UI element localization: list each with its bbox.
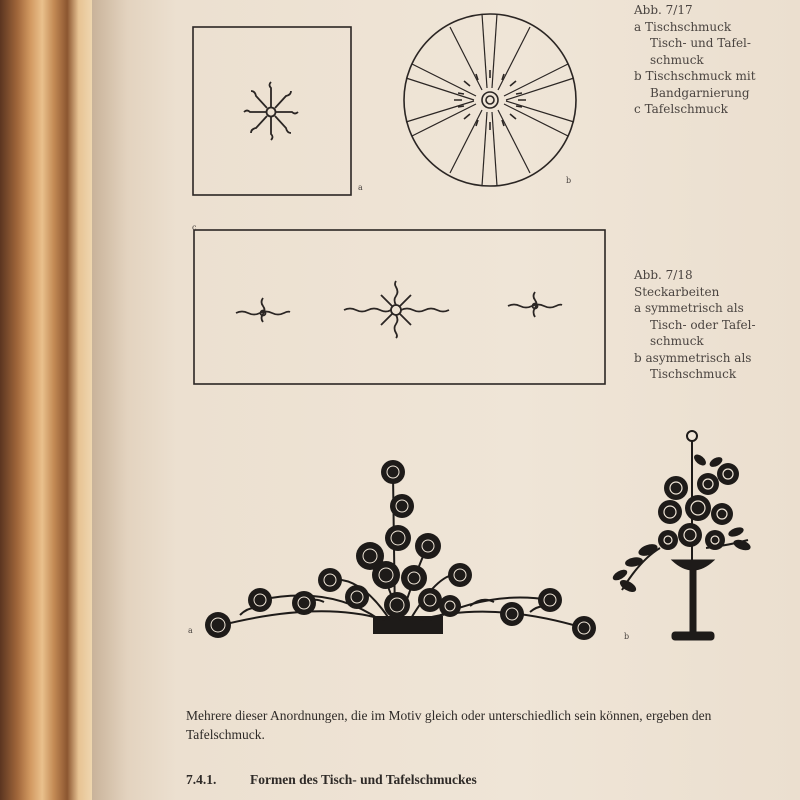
caption-line: Tisch- oder Tafel- [650,317,756,332]
square-table-outline [193,27,351,195]
long-table-arrangement-right [508,292,562,317]
caption-line: Tisch- und Tafel- [650,36,751,50]
figure-label-a: a [358,183,363,192]
round-center-arrangement [454,70,526,130]
caption-line: b asymmetrisch als [634,350,752,365]
figure-label-b: b [566,176,572,185]
long-table-arrangement-left [236,298,290,322]
section-heading [186,772,477,788]
caption-line: Bandgarnierung [650,85,750,100]
figure-caption [634,267,756,383]
caption-line: a Tischschmuck [634,19,732,34]
figure-number: Abb. 7/18 [634,268,693,282]
figure-label-a: a [188,626,193,635]
symmetric-flower-arrangement [205,460,596,640]
caption-line: Tischschmuck [650,367,737,381]
section-number: 7.4.1. [186,772,217,787]
long-table-arrangement-center [344,281,449,338]
caption-line: schmuck [650,334,704,348]
figure-subtitle: Steckarbeiten [634,284,720,299]
figure-caption [634,2,756,118]
figure-label-c: c [192,223,197,232]
caption-line: schmuck [650,52,704,67]
section-title: Formen des Tisch- und Tafelschmuckes [250,772,477,787]
star-arrangement-small [244,82,298,140]
caption-line: a symmetrisch als [634,301,744,315]
caption-line: c Tafelschmuck [634,102,728,116]
figure-number: Abb. 7/17 [634,3,693,17]
caption-line: b Tischschmuck mit [634,69,756,83]
figure-label-b: b [624,632,630,641]
body-paragraph: Mehrere dieser Anordnungen, die im Motiv gleich oder unterschiedlich sein können, ergeben den Tafelschmuck. [186,708,712,742]
asymmetric-flower-arrangement [611,431,752,640]
